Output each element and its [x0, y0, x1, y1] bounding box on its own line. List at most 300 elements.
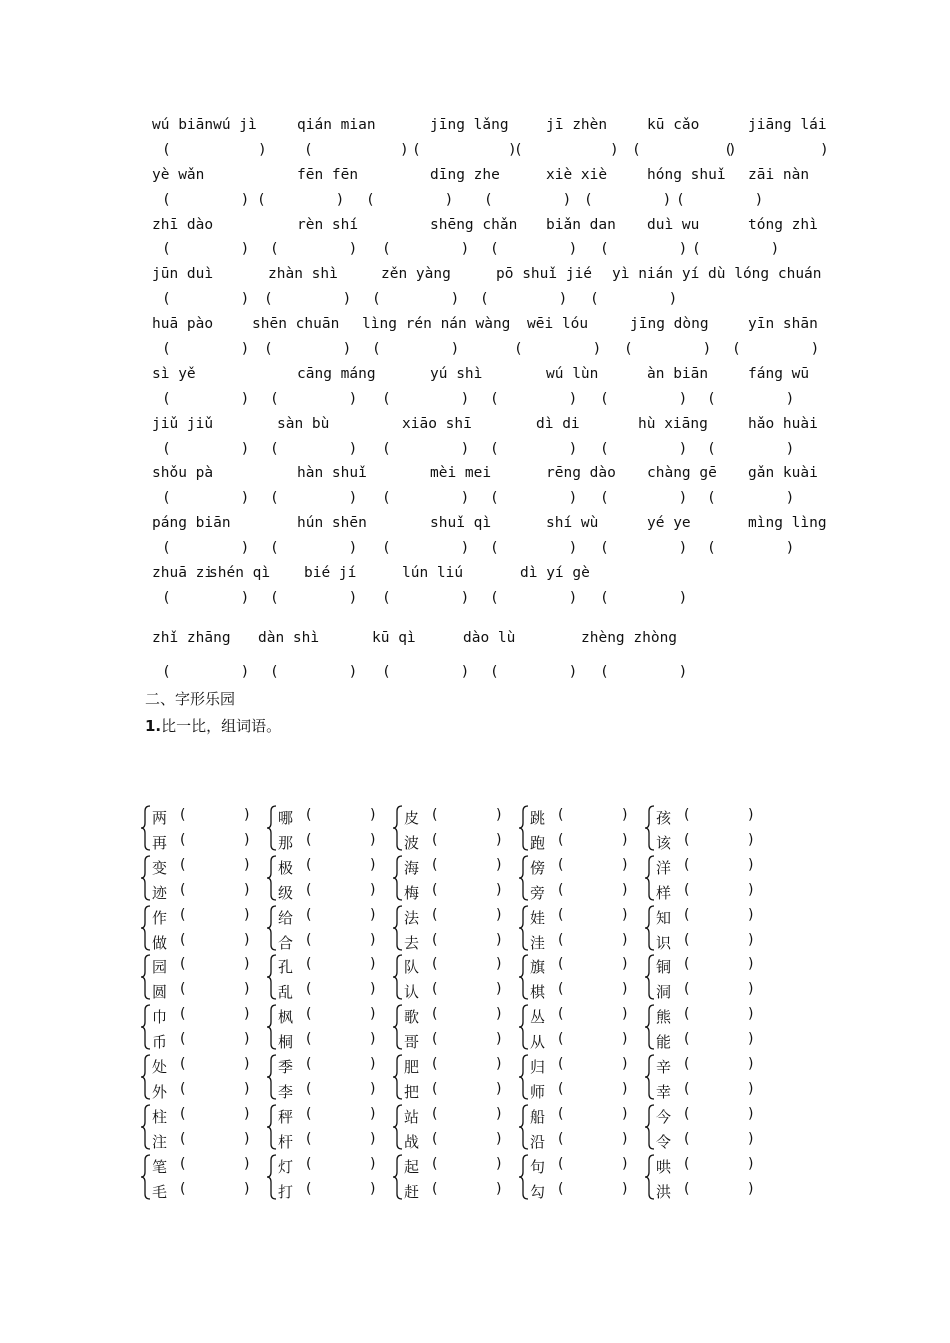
- answer-blank[interactable]: ( ): [490, 440, 578, 457]
- word-blank-open[interactable]: (: [306, 807, 312, 823]
- char-pair: [266, 1052, 386, 1102]
- word-blank-close[interactable]: ): [496, 832, 502, 848]
- word-blank-close[interactable]: ): [244, 1105, 250, 1122]
- pinyin-word: shǒu pà: [152, 465, 214, 482]
- brace-icon: [392, 905, 404, 951]
- word-blank-open[interactable]: (: [432, 931, 438, 948]
- answer-blank[interactable]: ( ): [412, 141, 517, 158]
- word-blank-open[interactable]: (: [180, 1056, 186, 1072]
- word-blank-open[interactable]: (: [432, 906, 438, 923]
- word-blank-open[interactable]: (: [432, 1180, 438, 1197]
- answer-blank[interactable]: ( ): [304, 141, 409, 158]
- char-pair: [392, 1052, 512, 1102]
- word-blank-close[interactable]: ): [370, 856, 376, 873]
- word-blank-open[interactable]: (: [684, 1006, 690, 1023]
- word-blank-close[interactable]: ): [244, 1031, 250, 1048]
- word-blank-close[interactable]: ): [622, 1081, 628, 1097]
- word-blank-open[interactable]: (: [558, 1105, 564, 1122]
- word-blank-open[interactable]: (: [432, 881, 438, 898]
- word-blank-open[interactable]: (: [558, 931, 564, 948]
- word-blank-close[interactable]: ): [748, 956, 754, 973]
- compare-char: 棋: [530, 983, 546, 1002]
- word-blank-open[interactable]: (: [684, 906, 690, 923]
- answer-blank[interactable]: ( ): [382, 663, 470, 680]
- pinyin-word: hǎo huài: [748, 415, 818, 432]
- answer-blank[interactable]: ( ): [162, 540, 250, 557]
- answer-blank[interactable]: ( ): [270, 540, 358, 557]
- answer-blank[interactable]: ( ): [162, 191, 250, 208]
- word-blank-close[interactable]: ): [244, 856, 250, 873]
- word-blank-open[interactable]: (: [684, 1031, 690, 1048]
- answer-blank[interactable]: ( ): [490, 241, 578, 258]
- word-blank-open[interactable]: (: [558, 1031, 564, 1048]
- answer-blank[interactable]: ( ): [162, 291, 250, 308]
- word-blank-close[interactable]: ): [748, 1056, 754, 1072]
- char-pair: [644, 1002, 764, 1052]
- compare-char: 季: [278, 1058, 294, 1076]
- word-blank-close[interactable]: ): [622, 981, 628, 998]
- word-blank-close[interactable]: ): [244, 981, 250, 998]
- compare-char: 那: [278, 834, 294, 852]
- word-blank-close[interactable]: ): [370, 832, 376, 848]
- word-blank-open[interactable]: (: [306, 1180, 312, 1197]
- pinyin-word: shēng chǎn: [430, 216, 518, 233]
- char-pair: [266, 1152, 386, 1202]
- pinyin-word: dì di: [536, 415, 580, 432]
- word-blank-open[interactable]: (: [558, 1130, 564, 1147]
- word-blank-close[interactable]: ): [244, 881, 250, 898]
- char-pair: [644, 1152, 764, 1202]
- char-pair: [644, 803, 764, 853]
- answer-blank[interactable]: ( ): [590, 291, 678, 308]
- compare-char: 币: [152, 1033, 168, 1052]
- word-blank-open[interactable]: (: [684, 1130, 690, 1147]
- word-blank-close[interactable]: ): [496, 1155, 502, 1172]
- answer-blank[interactable]: ( ): [264, 341, 352, 358]
- word-blank-close[interactable]: ): [622, 1130, 628, 1147]
- char-pair: [518, 1152, 638, 1202]
- word-blank-close[interactable]: ): [622, 1155, 628, 1172]
- word-blank-close[interactable]: ): [748, 1105, 754, 1122]
- word-blank-open[interactable]: (: [306, 1056, 312, 1072]
- word-blank-close[interactable]: ): [244, 931, 250, 948]
- answer-blank[interactable]: ( ): [162, 663, 250, 680]
- word-blank-close[interactable]: ): [748, 807, 754, 823]
- answer-blank[interactable]: ( ): [600, 490, 688, 507]
- answer-blank[interactable]: ( ): [162, 490, 250, 507]
- answer-blank[interactable]: ( ): [162, 141, 267, 158]
- word-blank-close[interactable]: ): [622, 1006, 628, 1023]
- pinyin-word: yì nián yí dù lóng chuán: [612, 266, 822, 283]
- word-blank-close[interactable]: ): [244, 1130, 250, 1147]
- compare-char: 丛: [530, 1008, 546, 1027]
- word-blank-open[interactable]: (: [558, 906, 564, 923]
- answer-blank[interactable]: ( ): [270, 390, 358, 407]
- word-blank-close[interactable]: ): [748, 931, 754, 948]
- compare-char: 柱: [152, 1107, 168, 1126]
- brace-icon: [266, 805, 278, 851]
- word-blank-close[interactable]: ): [370, 906, 376, 923]
- word-blank-open[interactable]: (: [306, 956, 312, 973]
- answer-blank[interactable]: ( ): [382, 540, 470, 557]
- char-pair: [266, 803, 386, 853]
- word-blank-close[interactable]: ): [496, 1056, 502, 1072]
- answer-blank[interactable]: ( ): [584, 191, 672, 208]
- answer-blank[interactable]: ( ): [724, 141, 829, 158]
- word-blank-open[interactable]: (: [306, 906, 312, 923]
- answer-blank[interactable]: ( ): [270, 663, 358, 680]
- word-blank-open[interactable]: (: [558, 832, 564, 848]
- word-blank-open[interactable]: (: [306, 1031, 312, 1048]
- word-blank-close[interactable]: ): [370, 881, 376, 898]
- word-blank-close[interactable]: ): [496, 931, 502, 948]
- word-blank-open[interactable]: (: [180, 906, 186, 923]
- answer-blank[interactable]: ( ): [707, 490, 795, 507]
- word-blank-close[interactable]: ): [622, 1105, 628, 1122]
- pinyin-word: yè wǎn: [152, 166, 205, 183]
- answer-blank[interactable]: ( ): [707, 440, 795, 457]
- answer-blank[interactable]: ( ): [600, 663, 688, 680]
- word-blank-close[interactable]: ): [370, 1105, 376, 1122]
- word-blank-close[interactable]: ): [370, 1056, 376, 1072]
- word-blank-open[interactable]: (: [558, 981, 564, 998]
- word-blank-close[interactable]: ): [748, 1130, 754, 1147]
- answer-blank-row: [152, 241, 842, 266]
- word-blank-close[interactable]: ): [370, 807, 376, 823]
- word-blank-open[interactable]: (: [306, 931, 312, 948]
- pinyin-word: tóng zhì: [748, 216, 818, 233]
- answer-blank[interactable]: ( ): [624, 341, 712, 358]
- answer-blank[interactable]: ( ): [600, 440, 688, 457]
- word-blank-open[interactable]: (: [180, 881, 186, 898]
- word-blank-open[interactable]: (: [306, 856, 312, 873]
- answer-blank-row: [152, 664, 842, 689]
- word-blank-open[interactable]: (: [180, 832, 186, 848]
- pinyin-word: mìng lìng: [748, 515, 827, 532]
- compare-char: 归: [530, 1058, 546, 1076]
- compare-char: 洋: [656, 858, 672, 877]
- answer-blank[interactable]: ( ): [162, 241, 250, 258]
- pinyin-word: sàn bù: [277, 415, 330, 432]
- answer-blank[interactable]: ( ): [632, 141, 737, 158]
- word-blank-close[interactable]: ): [748, 906, 754, 923]
- answer-blank[interactable]: ( ): [382, 241, 470, 258]
- answer-blank[interactable]: ( ): [382, 589, 470, 606]
- word-blank-close[interactable]: ): [496, 1006, 502, 1023]
- brace-icon: [266, 905, 278, 951]
- answer-blank[interactable]: ( ): [484, 191, 572, 208]
- pinyin-word: yé ye: [647, 515, 691, 532]
- word-blank-open[interactable]: (: [432, 856, 438, 873]
- char-pair: [392, 952, 512, 1002]
- word-blank-close[interactable]: ): [622, 906, 628, 923]
- compare-char: 秤: [278, 1107, 294, 1126]
- word-blank-close[interactable]: ): [748, 1155, 754, 1172]
- word-blank-close[interactable]: ): [496, 881, 502, 898]
- answer-blank[interactable]: ( ): [514, 141, 619, 158]
- word-blank-close[interactable]: ): [370, 1081, 376, 1097]
- answer-blank[interactable]: ( ): [270, 589, 358, 606]
- word-blank-close[interactable]: ): [244, 1155, 250, 1172]
- word-blank-close[interactable]: ): [622, 1056, 628, 1072]
- word-blank-close[interactable]: ): [370, 1130, 376, 1147]
- word-blank-open[interactable]: (: [180, 807, 186, 823]
- answer-blank[interactable]: ( ): [676, 191, 764, 208]
- answer-blank[interactable]: ( ): [162, 390, 250, 407]
- word-blank-close[interactable]: ): [370, 1006, 376, 1023]
- brace-icon: [644, 855, 656, 901]
- word-blank-open[interactable]: (: [432, 956, 438, 973]
- word-blank-open[interactable]: (: [684, 931, 690, 948]
- word-blank-close[interactable]: ): [748, 1031, 754, 1048]
- answer-blank[interactable]: ( ): [490, 390, 578, 407]
- word-blank-close[interactable]: ): [370, 931, 376, 948]
- answer-blank[interactable]: ( ): [264, 291, 352, 308]
- word-blank-open[interactable]: (: [432, 981, 438, 998]
- answer-blank[interactable]: ( ): [490, 490, 578, 507]
- word-blank-open[interactable]: (: [180, 1130, 186, 1147]
- word-blank-open[interactable]: (: [432, 1081, 438, 1097]
- brace-icon: [392, 1054, 404, 1100]
- char-pair: [518, 1052, 638, 1102]
- answer-blank[interactable]: ( ): [270, 241, 358, 258]
- compare-char: 灯: [278, 1157, 294, 1176]
- word-blank-close[interactable]: ): [496, 1081, 502, 1097]
- word-blank-open[interactable]: (: [180, 981, 186, 998]
- answer-blank[interactable]: ( ): [162, 440, 250, 457]
- brace-icon: [518, 855, 530, 901]
- char-pair: [644, 1052, 764, 1102]
- pinyin-word: zhǐ zhāng: [152, 629, 231, 646]
- word-blank-close[interactable]: ): [496, 1105, 502, 1122]
- compare-char: 沿: [530, 1132, 546, 1151]
- word-blank-close[interactable]: ): [622, 1031, 628, 1048]
- pinyin-row: [152, 630, 842, 655]
- word-blank-close[interactable]: ): [496, 956, 502, 973]
- word-blank-close[interactable]: ): [244, 1006, 250, 1023]
- word-blank-open[interactable]: (: [684, 807, 690, 823]
- compare-char: 笔: [152, 1157, 168, 1176]
- brace-icon: [644, 1104, 656, 1150]
- compare-char: 师: [530, 1083, 546, 1101]
- compare-char: 队: [404, 958, 420, 977]
- brace-icon: [392, 954, 404, 1000]
- word-blank-open[interactable]: (: [306, 832, 312, 848]
- word-blank-open[interactable]: (: [306, 1006, 312, 1023]
- pinyin-word: mèi mei: [430, 465, 492, 482]
- answer-blank[interactable]: ( ): [270, 440, 358, 457]
- word-blank-close[interactable]: ): [496, 807, 502, 823]
- answer-blank[interactable]: ( ): [270, 490, 358, 507]
- word-blank-close[interactable]: ): [496, 1130, 502, 1147]
- word-blank-open[interactable]: (: [180, 1081, 186, 1097]
- answer-blank[interactable]: ( ): [707, 540, 795, 557]
- word-blank-open[interactable]: (: [684, 856, 690, 873]
- compare-char: 级: [278, 883, 294, 902]
- word-blank-open[interactable]: (: [432, 807, 438, 823]
- word-blank-open[interactable]: (: [558, 1056, 564, 1072]
- word-blank-open[interactable]: (: [684, 1155, 690, 1172]
- word-blank-open[interactable]: (: [306, 981, 312, 998]
- brace-icon: [518, 1154, 530, 1200]
- word-blank-open[interactable]: (: [432, 1155, 438, 1172]
- word-blank-open[interactable]: (: [684, 956, 690, 973]
- word-blank-open[interactable]: (: [558, 807, 564, 823]
- word-blank-open[interactable]: (: [684, 981, 690, 998]
- word-blank-close[interactable]: ): [244, 956, 250, 973]
- word-blank-open[interactable]: (: [180, 956, 186, 973]
- word-blank-open[interactable]: (: [558, 956, 564, 973]
- word-blank-close[interactable]: ): [748, 1180, 754, 1197]
- word-blank-open[interactable]: (: [558, 1180, 564, 1197]
- answer-blank[interactable]: ( ): [480, 291, 568, 308]
- char-pair: [392, 803, 512, 853]
- answer-blank[interactable]: ( ): [162, 589, 250, 606]
- word-blank-close[interactable]: ): [622, 807, 628, 823]
- pinyin-word: wēi lóu: [527, 316, 589, 333]
- word-blank-open[interactable]: (: [306, 881, 312, 898]
- compare-char: 从: [530, 1033, 546, 1052]
- word-blank-open[interactable]: (: [432, 1006, 438, 1023]
- word-blank-open[interactable]: (: [558, 856, 564, 873]
- word-blank-close[interactable]: ): [244, 1081, 250, 1097]
- answer-blank[interactable]: ( ): [600, 390, 688, 407]
- answer-blank[interactable]: ( ): [257, 191, 345, 208]
- char-pair: [518, 1102, 638, 1152]
- answer-blank[interactable]: ( ): [600, 589, 688, 606]
- word-blank-close[interactable]: ): [244, 1180, 250, 1197]
- word-blank-close[interactable]: ): [496, 906, 502, 923]
- pinyin-word: yīn shān: [748, 316, 818, 333]
- pinyin-row: [152, 366, 842, 391]
- word-blank-close[interactable]: ): [244, 832, 250, 848]
- brace-icon: [518, 1004, 530, 1050]
- word-blank-open[interactable]: (: [306, 1105, 312, 1122]
- answer-blank[interactable]: ( ): [600, 540, 688, 557]
- word-blank-open[interactable]: (: [306, 1155, 312, 1172]
- word-blank-close[interactable]: ): [748, 881, 754, 898]
- answer-blank[interactable]: ( ): [382, 490, 470, 507]
- word-blank-close[interactable]: ): [748, 1081, 754, 1097]
- word-blank-close[interactable]: ): [748, 1006, 754, 1023]
- pinyin-word: xiè xiè: [546, 166, 608, 183]
- answer-blank[interactable]: ( ): [490, 663, 578, 680]
- char-pair: [644, 1102, 764, 1152]
- word-blank-open[interactable]: (: [180, 931, 186, 948]
- word-blank-close[interactable]: ): [370, 1031, 376, 1048]
- word-blank-open[interactable]: (: [432, 1056, 438, 1072]
- word-blank-close[interactable]: ): [496, 856, 502, 873]
- answer-blank[interactable]: ( ): [372, 291, 460, 308]
- word-blank-open[interactable]: (: [684, 1081, 690, 1097]
- word-blank-open[interactable]: (: [180, 856, 186, 873]
- word-blank-close[interactable]: ): [244, 1056, 250, 1072]
- word-blank-close[interactable]: ): [748, 856, 754, 873]
- brace-icon: [392, 1154, 404, 1200]
- answer-blank[interactable]: ( ): [490, 589, 578, 606]
- pinyin-word: sì yě: [152, 365, 196, 382]
- word-blank-open[interactable]: (: [180, 1155, 186, 1172]
- compare-char: 变: [152, 858, 168, 877]
- answer-blank[interactable]: ( ): [366, 191, 454, 208]
- answer-blank[interactable]: ( ): [514, 341, 602, 358]
- word-blank-open[interactable]: (: [180, 1105, 186, 1122]
- word-blank-open[interactable]: (: [180, 1006, 186, 1023]
- word-blank-open[interactable]: (: [432, 1130, 438, 1147]
- word-blank-close[interactable]: ): [496, 1031, 502, 1048]
- word-blank-open[interactable]: (: [684, 881, 690, 898]
- pinyin-word: cāng máng: [297, 365, 376, 382]
- answer-blank[interactable]: ( ): [382, 440, 470, 457]
- answer-blank[interactable]: ( ): [162, 341, 250, 358]
- word-blank-close[interactable]: ): [622, 931, 628, 948]
- word-blank-open[interactable]: (: [684, 832, 690, 848]
- word-blank-close[interactable]: ): [622, 832, 628, 848]
- word-blank-open[interactable]: (: [306, 1081, 312, 1097]
- brace-icon: [266, 954, 278, 1000]
- answer-blank[interactable]: ( ): [382, 390, 470, 407]
- word-blank-close[interactable]: ): [244, 906, 250, 923]
- char-pair: [140, 803, 260, 853]
- word-blank-close[interactable]: ): [748, 981, 754, 998]
- word-blank-open[interactable]: (: [306, 1130, 312, 1147]
- word-blank-close[interactable]: ): [622, 856, 628, 873]
- word-blank-open[interactable]: (: [180, 1031, 186, 1048]
- char-pair: [266, 952, 386, 1002]
- char-pair: [392, 1152, 512, 1202]
- answer-blank[interactable]: ( ): [732, 341, 820, 358]
- word-blank-open[interactable]: (: [558, 1006, 564, 1023]
- word-blank-open[interactable]: (: [558, 1155, 564, 1172]
- brace-icon: [140, 954, 152, 1000]
- word-blank-open[interactable]: (: [558, 1081, 564, 1097]
- pinyin-word: shí wù: [546, 515, 599, 532]
- compare-char: 梅: [404, 883, 420, 902]
- answer-blank[interactable]: ( ): [692, 241, 780, 258]
- word-blank-open[interactable]: (: [684, 1180, 690, 1197]
- word-blank-open[interactable]: (: [180, 1180, 186, 1197]
- word-blank-open[interactable]: (: [432, 1105, 438, 1122]
- word-blank-close[interactable]: ): [370, 981, 376, 998]
- pinyin-word: pō shuǐ jié: [496, 266, 593, 283]
- pinyin-word: wú lùn: [546, 365, 599, 382]
- word-blank-close[interactable]: ): [370, 1180, 376, 1197]
- brace-icon: [392, 855, 404, 901]
- word-blank-close[interactable]: ): [496, 981, 502, 998]
- compare-char: 枫: [278, 1008, 294, 1027]
- answer-blank[interactable]: ( ): [707, 390, 795, 407]
- word-blank-open[interactable]: (: [684, 1105, 690, 1122]
- word-blank-open[interactable]: (: [558, 881, 564, 898]
- word-blank-open[interactable]: (: [684, 1056, 690, 1072]
- word-blank-close[interactable]: ): [370, 956, 376, 973]
- word-blank-close[interactable]: ): [622, 956, 628, 973]
- word-blank-open[interactable]: (: [432, 1031, 438, 1048]
- word-blank-close[interactable]: ): [748, 832, 754, 848]
- char-pair: [518, 803, 638, 853]
- word-blank-close[interactable]: ): [622, 1180, 628, 1197]
- word-blank-close[interactable]: ): [622, 881, 628, 898]
- compare-char: 李: [278, 1083, 294, 1101]
- word-blank-close[interactable]: ): [496, 1180, 502, 1197]
- pinyin-word: shén qì: [209, 565, 271, 582]
- answer-blank[interactable]: ( ): [490, 540, 578, 557]
- word-blank-close[interactable]: ): [244, 807, 250, 823]
- word-blank-close[interactable]: ): [370, 1155, 376, 1172]
- answer-blank[interactable]: ( ): [372, 341, 460, 358]
- word-blank-open[interactable]: (: [432, 832, 438, 848]
- answer-blank[interactable]: ( ): [600, 241, 688, 258]
